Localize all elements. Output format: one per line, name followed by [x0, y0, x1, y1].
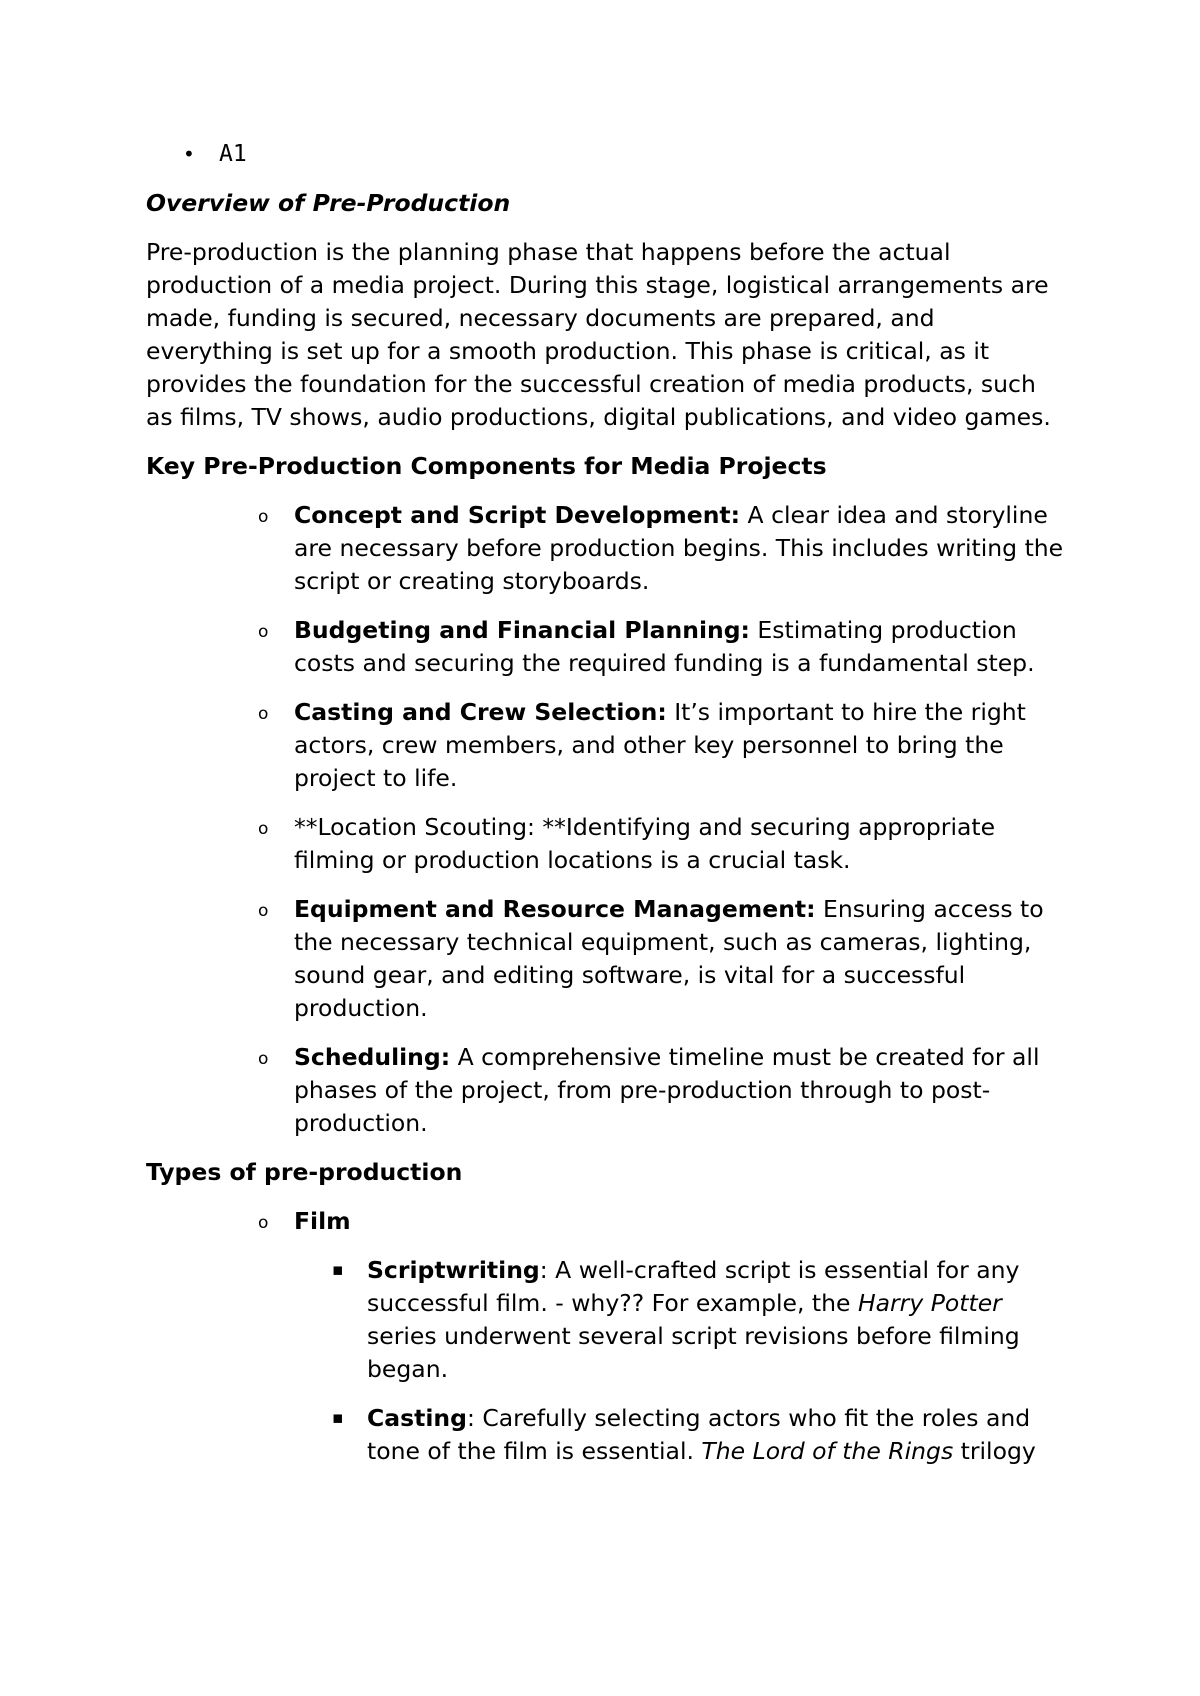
component-item — [258, 696, 1066, 795]
square-marker: ▪ — [332, 1408, 344, 1428]
component-term: Budgeting and Financial Planning: — [294, 616, 750, 644]
circle-marker: o — [258, 1049, 269, 1069]
component-term: Concept and Script Development: — [294, 501, 741, 529]
film-item-title: The Lord of the Rings — [701, 1437, 954, 1465]
square-marker: ▪ — [332, 1260, 344, 1280]
film-item-text: : A well-crafted script is essential for any successful film. - why?? For example, the — [367, 1256, 1020, 1317]
component-term: Casting and Crew Selection: — [294, 698, 667, 726]
circle-marker: o — [258, 1213, 269, 1233]
component-item — [258, 614, 1066, 680]
component-text: A comprehensive timeline must be created for all phases of the project, from pre-production through to post-production. — [294, 1043, 1040, 1137]
film-sublist — [294, 1254, 1066, 1468]
component-term: Equipment and Resource Management: — [294, 895, 816, 923]
film-item-term: Casting — [367, 1404, 467, 1432]
film-item-text-end: trilogy — [953, 1437, 1036, 1465]
film-item-text-end: series underwent several script revisions before filming began. — [367, 1322, 1020, 1383]
circle-marker: o — [258, 704, 269, 724]
component-item — [258, 1041, 1066, 1140]
heading-types: Types of pre-production — [146, 1158, 463, 1186]
film-item-text: : Carefully selecting actors who fit the roles and tone of the film is essential. — [367, 1404, 1031, 1465]
film-item-scriptwriting — [332, 1254, 1066, 1386]
component-text: **Location Scouting: **Identifying and securing appropriate filming or production locations is a crucial task. — [294, 813, 996, 874]
type-label: Film — [294, 1207, 351, 1235]
document-body — [146, 138, 1066, 1484]
type-item-film — [258, 1205, 1066, 1468]
component-text: A clear idea and storyline are necessary before production begins. This includes writing the script or creating storyboards. — [294, 501, 1064, 595]
component-text: It’s important to hire the right actors, crew members, and other key personnel to bring the project to life. — [294, 698, 1026, 792]
film-item-term: Scriptwriting — [367, 1256, 540, 1284]
film-item-title: Harry Potter — [857, 1289, 1002, 1317]
top-bullet-item — [146, 138, 1066, 171]
component-text: Ensuring access to the necessary technical equipment, such as cameras, lighting, sound gear, and editing software, is vital for a successful production. — [294, 895, 1044, 1022]
heading-components: Key Pre-Production Components for Media Projects — [146, 452, 827, 480]
bullet-marker: • — [183, 142, 195, 166]
types-list — [146, 1205, 1066, 1468]
component-item — [258, 893, 1066, 1025]
circle-marker: o — [258, 901, 269, 921]
component-item — [258, 499, 1066, 598]
component-item — [258, 811, 1066, 877]
top-bullet-text: A1 — [219, 141, 247, 167]
film-item-casting — [332, 1402, 1066, 1468]
circle-marker: o — [258, 507, 269, 527]
overview-paragraph: Pre-production is the planning phase that happens before the actual production of a media project. During this stage, logistical arrangements are made, funding is secured, necessary documents are prepared, and everything is set up for a smooth production. This phase is critical, as it provides the foundation for the successful creation of media products, such as films, TV shows, audio productions, digital publications, and video games. — [146, 238, 1051, 431]
component-text: Estimating production costs and securing the required funding is a fundamental step. — [294, 616, 1035, 677]
heading-overview: Overview of Pre-Production — [146, 189, 511, 217]
components-list — [146, 499, 1066, 1140]
component-term: Scheduling: — [294, 1043, 451, 1071]
circle-marker: o — [258, 819, 269, 839]
circle-marker: o — [258, 622, 269, 642]
